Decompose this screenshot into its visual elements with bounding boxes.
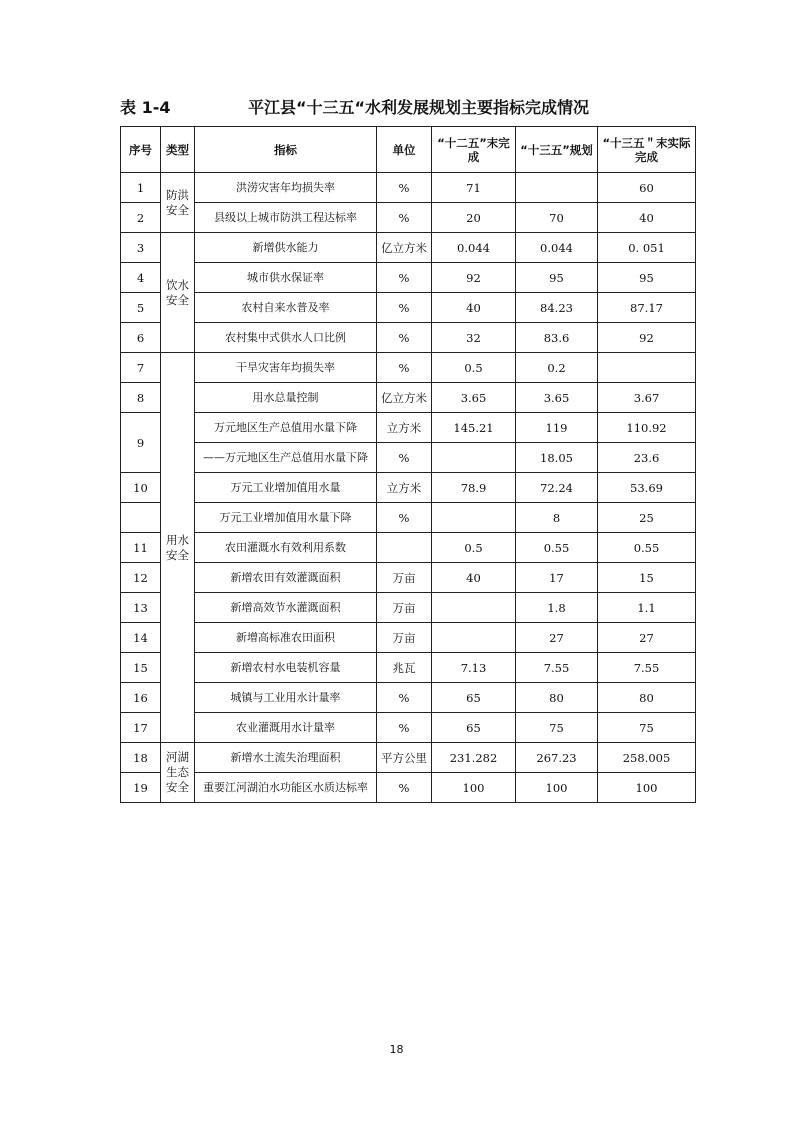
cell-c13: 7.55 [598,653,696,683]
cell-unit: % [377,293,432,323]
cell-c13 [598,353,696,383]
table-row [121,533,696,563]
cell-unit: % [377,773,432,803]
cell-c12: 100 [432,773,516,803]
cell-c13: 53.69 [598,473,696,503]
page-number: 18 [389,1043,404,1056]
cell-p13: 0.2 [516,353,598,383]
cell-unit [377,533,432,563]
cell-c13: 100 [598,773,696,803]
cell-indicator: 新增水土流失治理面积 [195,743,377,773]
table-row [121,743,696,773]
cell-c13: 60 [598,173,696,203]
cell-indicator: 干旱灾害年均损失率 [195,353,377,383]
cell-p13: 7.55 [516,653,598,683]
cell-c12: 65 [432,683,516,713]
cell-c13: 92 [598,323,696,353]
table-row [121,353,696,383]
table-row [121,233,696,263]
cell-p13: 18.05 [516,443,598,473]
header-c13: “十三五＂末实际完成 [598,127,696,173]
cell-indicator: 万元地区生产总值用水量下降 [195,413,377,443]
cell-indicator: 重要江河湖泊水功能区水质达标率 [195,773,377,803]
cell-c12: 0.5 [432,533,516,563]
table-row [121,503,696,533]
cell-indicator: 县级以上城市防洪工程达标率 [195,203,377,233]
cell-indicator: 新增农田有效灌溉面积 [195,563,377,593]
cell-indicator: 农村自来水普及率 [195,293,377,323]
cell-unit: % [377,503,432,533]
cell-p13: 72.24 [516,473,598,503]
cell-unit: % [377,173,432,203]
cell-c12: 145.21 [432,413,516,443]
cell-c12: 71 [432,173,516,203]
cell-c12: 92 [432,263,516,293]
cell-c13: 40 [598,203,696,233]
cell-indicator: 新增供水能力 [195,233,377,263]
cell-indicator: 洪涝灾害年均损失率 [195,173,377,203]
cell-c12: 231.282 [432,743,516,773]
cell-p13: 75 [516,713,598,743]
category-water: 用水安全 [161,353,195,743]
table-row [121,683,696,713]
cell-p13: 119 [516,413,598,443]
header-indicator: 指标 [195,127,377,173]
table-row [121,203,696,233]
cell-indicator: 农田灌溉水有效利用系数 [195,533,377,563]
cell-c12: 0.044 [432,233,516,263]
header-c12: “十二五”末完成 [432,127,516,173]
table-row [121,323,696,353]
header-unit: 单位 [377,127,432,173]
table-row [121,383,696,413]
cell-c12 [432,593,516,623]
header-no: 序号 [121,127,161,173]
cell-no: 8 [121,383,161,413]
cell-c13: 27 [598,623,696,653]
cell-p13: 84.23 [516,293,598,323]
cell-no: 19 [121,773,161,803]
cell-no: 13 [121,593,161,623]
category-eco: 河湖生态安全 [161,743,195,803]
cell-unit: % [377,203,432,233]
cell-unit: 亿立方米 [377,233,432,263]
cell-c12: 40 [432,293,516,323]
cell-p13: 27 [516,623,598,653]
cell-c12: 78.9 [432,473,516,503]
cell-no: 9 [121,413,161,473]
cell-p13: 95 [516,263,598,293]
table-row [121,413,696,443]
cell-c12: 0.5 [432,353,516,383]
cell-p13: 8 [516,503,598,533]
cell-unit: % [377,683,432,713]
cell-c12 [432,443,516,473]
cell-p13 [516,173,598,203]
cell-c13: 80 [598,683,696,713]
table-label: 表 1-4 [120,98,171,117]
cell-no: 11 [121,533,161,563]
cell-indicator: 城市供水保证率 [195,263,377,293]
cell-c12: 20 [432,203,516,233]
cell-no: 15 [121,653,161,683]
cell-unit: % [377,443,432,473]
cell-indicator: 新增农村水电装机容量 [195,653,377,683]
cell-p13: 70 [516,203,598,233]
cell-no: 16 [121,683,161,713]
cell-no: 14 [121,623,161,653]
cell-p13: 0.044 [516,233,598,263]
cell-no: 12 [121,563,161,593]
cell-c13: 110.92 [598,413,696,443]
table-title: 平江县“十三五“水利发展规划主要指标完成情况 [248,98,590,117]
cell-c13: 95 [598,263,696,293]
cell-c13: 23.6 [598,443,696,473]
table-row [121,173,696,203]
cell-unit: 万亩 [377,563,432,593]
cell-c13: 75 [598,713,696,743]
table-row [121,593,696,623]
cell-indicator: 万元工业增加值用水量下降 [195,503,377,533]
table-row [121,773,696,803]
cell-c13: 25 [598,503,696,533]
cell-unit: % [377,713,432,743]
cell-no: 7 [121,353,161,383]
cell-no: 2 [121,203,161,233]
cell-p13: 83.6 [516,323,598,353]
cell-p13: 80 [516,683,598,713]
table-caption [120,95,700,119]
cell-unit: 立方米 [377,473,432,503]
category-drink: 饮水安全 [161,233,195,353]
table-row [121,443,696,473]
header-type: 类型 [161,127,195,173]
cell-indicator: 万元工业增加值用水量 [195,473,377,503]
cell-c13: 87.17 [598,293,696,323]
cell-p13: 267.23 [516,743,598,773]
cell-p13: 0.55 [516,533,598,563]
cell-unit: % [377,323,432,353]
indicator-table [120,126,696,803]
cell-c12: 3.65 [432,383,516,413]
cell-c13: 0.55 [598,533,696,563]
cell-c12: 40 [432,563,516,593]
cell-unit: 万亩 [377,593,432,623]
cell-p13: 1.8 [516,593,598,623]
cell-unit: 万亩 [377,623,432,653]
table-row [121,293,696,323]
category-flood: 防洪安全 [161,173,195,233]
table-row [121,563,696,593]
cell-no: 1 [121,173,161,203]
cell-c13: 15 [598,563,696,593]
cell-indicator: 农业灌溉用水计量率 [195,713,377,743]
cell-p13: 3.65 [516,383,598,413]
cell-no [121,503,161,533]
table-row [121,653,696,683]
cell-indicator: 新增高效节水灌溉面积 [195,593,377,623]
cell-no: 17 [121,713,161,743]
table-row [121,623,696,653]
cell-no: 5 [121,293,161,323]
table-row [121,473,696,503]
cell-indicator: 用水总量控制 [195,383,377,413]
cell-c13: 3.67 [598,383,696,413]
cell-unit: % [377,263,432,293]
cell-indicator: ——万元地区生产总值用水量下降 [195,443,377,473]
cell-c13: 258.005 [598,743,696,773]
cell-p13: 17 [516,563,598,593]
table-row [121,713,696,743]
cell-indicator: 农村集中式供水人口比例 [195,323,377,353]
cell-c12: 65 [432,713,516,743]
cell-no: 3 [121,233,161,263]
cell-c12: 32 [432,323,516,353]
cell-unit: 兆瓦 [377,653,432,683]
cell-unit: 亿立方米 [377,383,432,413]
cell-unit: 平方公里 [377,743,432,773]
cell-c12: 7.13 [432,653,516,683]
cell-no: 4 [121,263,161,293]
cell-no: 18 [121,743,161,773]
cell-c13: 1.1 [598,593,696,623]
table-row [121,263,696,293]
cell-no: 10 [121,473,161,503]
cell-indicator: 城镇与工业用水计量率 [195,683,377,713]
cell-c12 [432,503,516,533]
cell-c13: 0. 051 [598,233,696,263]
cell-p13: 100 [516,773,598,803]
cell-indicator: 新增高标准农田面积 [195,623,377,653]
header-row [121,127,696,173]
cell-c12 [432,623,516,653]
cell-no: 6 [121,323,161,353]
cell-unit: 立方米 [377,413,432,443]
header-p13: “十三五”规划 [516,127,598,173]
cell-unit: % [377,353,432,383]
